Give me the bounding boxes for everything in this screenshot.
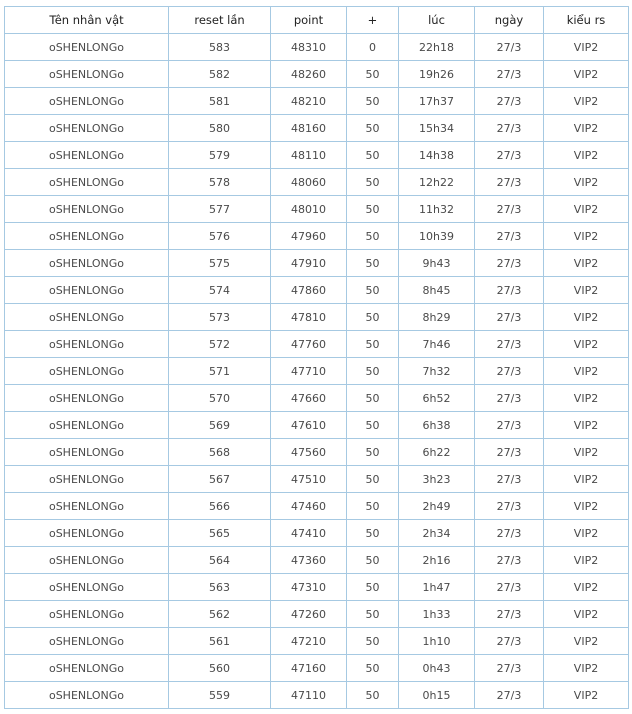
cell-date: 27/3 xyxy=(475,493,544,520)
cell-reset-count: 569 xyxy=(169,412,271,439)
cell-point: 47160 xyxy=(271,655,347,682)
cell-plus: 50 xyxy=(347,547,399,574)
cell-time: 9h43 xyxy=(399,250,475,277)
cell-point: 47260 xyxy=(271,601,347,628)
cell-character-name: oSHENLONGo xyxy=(5,493,169,520)
cell-plus: 50 xyxy=(347,655,399,682)
cell-time: 2h16 xyxy=(399,547,475,574)
cell-plus: 50 xyxy=(347,412,399,439)
table-row xyxy=(5,142,629,169)
cell-reset-type: VIP2 xyxy=(544,682,629,709)
cell-reset-type: VIP2 xyxy=(544,628,629,655)
cell-point: 48310 xyxy=(271,34,347,61)
cell-time: 7h46 xyxy=(399,331,475,358)
table-row xyxy=(5,169,629,196)
cell-date: 27/3 xyxy=(475,439,544,466)
cell-character-name: oSHENLONGo xyxy=(5,682,169,709)
cell-reset-type: VIP2 xyxy=(544,520,629,547)
cell-reset-count: 572 xyxy=(169,331,271,358)
cell-plus: 50 xyxy=(347,304,399,331)
cell-date: 27/3 xyxy=(475,547,544,574)
cell-time: 6h22 xyxy=(399,439,475,466)
cell-date: 27/3 xyxy=(475,61,544,88)
cell-character-name: oSHENLONGo xyxy=(5,277,169,304)
cell-date: 27/3 xyxy=(475,142,544,169)
cell-character-name: oSHENLONGo xyxy=(5,304,169,331)
cell-point: 48160 xyxy=(271,115,347,142)
cell-point: 47210 xyxy=(271,628,347,655)
table-row xyxy=(5,655,629,682)
cell-reset-count: 565 xyxy=(169,520,271,547)
table-row xyxy=(5,358,629,385)
cell-plus: 50 xyxy=(347,115,399,142)
cell-reset-type: VIP2 xyxy=(544,439,629,466)
cell-reset-count: 574 xyxy=(169,277,271,304)
column-header-plus: + xyxy=(347,7,399,34)
table-row xyxy=(5,250,629,277)
cell-reset-count: 568 xyxy=(169,439,271,466)
cell-reset-type: VIP2 xyxy=(544,250,629,277)
cell-plus: 50 xyxy=(347,574,399,601)
cell-plus: 50 xyxy=(347,439,399,466)
cell-date: 27/3 xyxy=(475,385,544,412)
cell-time: 19h26 xyxy=(399,61,475,88)
table-row xyxy=(5,520,629,547)
table-row xyxy=(5,547,629,574)
cell-time: 1h33 xyxy=(399,601,475,628)
cell-character-name: oSHENLONGo xyxy=(5,439,169,466)
cell-time: 8h29 xyxy=(399,304,475,331)
cell-time: 1h10 xyxy=(399,628,475,655)
table-row xyxy=(5,196,629,223)
table-header-row xyxy=(5,7,629,34)
cell-reset-type: VIP2 xyxy=(544,358,629,385)
column-header-time: lúc xyxy=(399,7,475,34)
cell-reset-count: 564 xyxy=(169,547,271,574)
cell-reset-type: VIP2 xyxy=(544,574,629,601)
cell-reset-count: 580 xyxy=(169,115,271,142)
cell-character-name: oSHENLONGo xyxy=(5,331,169,358)
cell-time: 3h23 xyxy=(399,466,475,493)
cell-reset-type: VIP2 xyxy=(544,34,629,61)
cell-reset-type: VIP2 xyxy=(544,304,629,331)
cell-reset-count: 563 xyxy=(169,574,271,601)
cell-reset-type: VIP2 xyxy=(544,655,629,682)
cell-plus: 50 xyxy=(347,250,399,277)
cell-plus: 50 xyxy=(347,493,399,520)
cell-reset-count: 577 xyxy=(169,196,271,223)
cell-reset-type: VIP2 xyxy=(544,493,629,520)
cell-point: 47310 xyxy=(271,574,347,601)
cell-reset-type: VIP2 xyxy=(544,385,629,412)
cell-point: 48110 xyxy=(271,142,347,169)
cell-character-name: oSHENLONGo xyxy=(5,88,169,115)
cell-date: 27/3 xyxy=(475,169,544,196)
table-row xyxy=(5,493,629,520)
column-header-character-name: Tên nhân vật xyxy=(5,7,169,34)
cell-reset-count: 562 xyxy=(169,601,271,628)
cell-point: 48260 xyxy=(271,61,347,88)
cell-time: 0h43 xyxy=(399,655,475,682)
cell-plus: 50 xyxy=(347,358,399,385)
cell-date: 27/3 xyxy=(475,88,544,115)
cell-reset-type: VIP2 xyxy=(544,331,629,358)
column-header-date: ngày xyxy=(475,7,544,34)
cell-point: 47110 xyxy=(271,682,347,709)
cell-time: 11h32 xyxy=(399,196,475,223)
cell-reset-count: 581 xyxy=(169,88,271,115)
cell-plus: 50 xyxy=(347,331,399,358)
cell-time: 17h37 xyxy=(399,88,475,115)
cell-point: 47760 xyxy=(271,331,347,358)
cell-plus: 50 xyxy=(347,223,399,250)
table-row xyxy=(5,115,629,142)
cell-date: 27/3 xyxy=(475,601,544,628)
table-body xyxy=(5,34,629,709)
table-row xyxy=(5,574,629,601)
cell-point: 47910 xyxy=(271,250,347,277)
cell-plus: 50 xyxy=(347,385,399,412)
cell-point: 48060 xyxy=(271,169,347,196)
cell-reset-type: VIP2 xyxy=(544,547,629,574)
cell-character-name: oSHENLONGo xyxy=(5,466,169,493)
cell-point: 48210 xyxy=(271,88,347,115)
column-header-reset-type: kiểu rs xyxy=(544,7,629,34)
table-row xyxy=(5,61,629,88)
table-row xyxy=(5,277,629,304)
cell-point: 47410 xyxy=(271,520,347,547)
cell-character-name: oSHENLONGo xyxy=(5,169,169,196)
cell-time: 2h49 xyxy=(399,493,475,520)
cell-character-name: oSHENLONGo xyxy=(5,358,169,385)
cell-plus: 50 xyxy=(347,88,399,115)
cell-point: 47460 xyxy=(271,493,347,520)
cell-plus: 50 xyxy=(347,169,399,196)
column-header-point: point xyxy=(271,7,347,34)
cell-date: 27/3 xyxy=(475,34,544,61)
cell-reset-count: 566 xyxy=(169,493,271,520)
cell-reset-type: VIP2 xyxy=(544,277,629,304)
table-row xyxy=(5,682,629,709)
table-row xyxy=(5,628,629,655)
cell-plus: 50 xyxy=(347,142,399,169)
cell-time: 7h32 xyxy=(399,358,475,385)
cell-reset-count: 560 xyxy=(169,655,271,682)
cell-date: 27/3 xyxy=(475,520,544,547)
cell-date: 27/3 xyxy=(475,628,544,655)
cell-point: 47710 xyxy=(271,358,347,385)
table-row xyxy=(5,439,629,466)
cell-reset-count: 576 xyxy=(169,223,271,250)
cell-reset-type: VIP2 xyxy=(544,601,629,628)
cell-reset-type: VIP2 xyxy=(544,115,629,142)
table-row xyxy=(5,304,629,331)
cell-reset-count: 570 xyxy=(169,385,271,412)
cell-character-name: oSHENLONGo xyxy=(5,520,169,547)
cell-point: 47510 xyxy=(271,466,347,493)
cell-character-name: oSHENLONGo xyxy=(5,385,169,412)
cell-reset-count: 559 xyxy=(169,682,271,709)
cell-time: 2h34 xyxy=(399,520,475,547)
cell-date: 27/3 xyxy=(475,574,544,601)
cell-reset-type: VIP2 xyxy=(544,196,629,223)
cell-date: 27/3 xyxy=(475,223,544,250)
table-row xyxy=(5,385,629,412)
cell-date: 27/3 xyxy=(475,304,544,331)
cell-reset-type: VIP2 xyxy=(544,412,629,439)
cell-plus: 50 xyxy=(347,601,399,628)
cell-point: 47360 xyxy=(271,547,347,574)
cell-time: 14h38 xyxy=(399,142,475,169)
cell-date: 27/3 xyxy=(475,358,544,385)
cell-reset-count: 561 xyxy=(169,628,271,655)
cell-character-name: oSHENLONGo xyxy=(5,412,169,439)
cell-date: 27/3 xyxy=(475,250,544,277)
cell-character-name: oSHENLONGo xyxy=(5,115,169,142)
table-row xyxy=(5,331,629,358)
cell-time: 0h15 xyxy=(399,682,475,709)
cell-character-name: oSHENLONGo xyxy=(5,223,169,250)
cell-plus: 50 xyxy=(347,196,399,223)
cell-reset-count: 575 xyxy=(169,250,271,277)
cell-point: 47810 xyxy=(271,304,347,331)
table-row xyxy=(5,223,629,250)
cell-reset-type: VIP2 xyxy=(544,142,629,169)
cell-reset-count: 583 xyxy=(169,34,271,61)
cell-date: 27/3 xyxy=(475,196,544,223)
cell-time: 6h38 xyxy=(399,412,475,439)
column-header-reset-count: reset lần xyxy=(169,7,271,34)
cell-character-name: oSHENLONGo xyxy=(5,574,169,601)
cell-plus: 50 xyxy=(347,628,399,655)
cell-plus: 0 xyxy=(347,34,399,61)
cell-point: 48010 xyxy=(271,196,347,223)
cell-date: 27/3 xyxy=(475,466,544,493)
table-row xyxy=(5,88,629,115)
cell-time: 1h47 xyxy=(399,574,475,601)
cell-point: 47560 xyxy=(271,439,347,466)
cell-plus: 50 xyxy=(347,520,399,547)
cell-character-name: oSHENLONGo xyxy=(5,61,169,88)
cell-reset-type: VIP2 xyxy=(544,169,629,196)
cell-character-name: oSHENLONGo xyxy=(5,34,169,61)
cell-reset-type: VIP2 xyxy=(544,466,629,493)
cell-plus: 50 xyxy=(347,61,399,88)
table-row xyxy=(5,34,629,61)
cell-character-name: oSHENLONGo xyxy=(5,142,169,169)
cell-plus: 50 xyxy=(347,682,399,709)
cell-point: 47610 xyxy=(271,412,347,439)
cell-time: 6h52 xyxy=(399,385,475,412)
cell-reset-type: VIP2 xyxy=(544,223,629,250)
cell-point: 47660 xyxy=(271,385,347,412)
cell-time: 8h45 xyxy=(399,277,475,304)
cell-date: 27/3 xyxy=(475,655,544,682)
table-row xyxy=(5,601,629,628)
cell-character-name: oSHENLONGo xyxy=(5,628,169,655)
cell-reset-count: 573 xyxy=(169,304,271,331)
cell-time: 10h39 xyxy=(399,223,475,250)
cell-character-name: oSHENLONGo xyxy=(5,250,169,277)
cell-point: 47960 xyxy=(271,223,347,250)
cell-plus: 50 xyxy=(347,277,399,304)
cell-time: 22h18 xyxy=(399,34,475,61)
cell-reset-count: 579 xyxy=(169,142,271,169)
cell-reset-type: VIP2 xyxy=(544,88,629,115)
cell-reset-count: 582 xyxy=(169,61,271,88)
cell-character-name: oSHENLONGo xyxy=(5,547,169,574)
cell-point: 47860 xyxy=(271,277,347,304)
cell-character-name: oSHENLONGo xyxy=(5,601,169,628)
cell-plus: 50 xyxy=(347,466,399,493)
cell-time: 12h22 xyxy=(399,169,475,196)
table-row xyxy=(5,466,629,493)
cell-character-name: oSHENLONGo xyxy=(5,196,169,223)
cell-reset-type: VIP2 xyxy=(544,61,629,88)
cell-time: 15h34 xyxy=(399,115,475,142)
cell-date: 27/3 xyxy=(475,277,544,304)
cell-reset-count: 571 xyxy=(169,358,271,385)
table-row xyxy=(5,412,629,439)
reset-history-table xyxy=(4,6,629,709)
cell-date: 27/3 xyxy=(475,115,544,142)
cell-reset-count: 567 xyxy=(169,466,271,493)
cell-reset-count: 578 xyxy=(169,169,271,196)
cell-date: 27/3 xyxy=(475,682,544,709)
cell-character-name: oSHENLONGo xyxy=(5,655,169,682)
cell-date: 27/3 xyxy=(475,412,544,439)
cell-date: 27/3 xyxy=(475,331,544,358)
